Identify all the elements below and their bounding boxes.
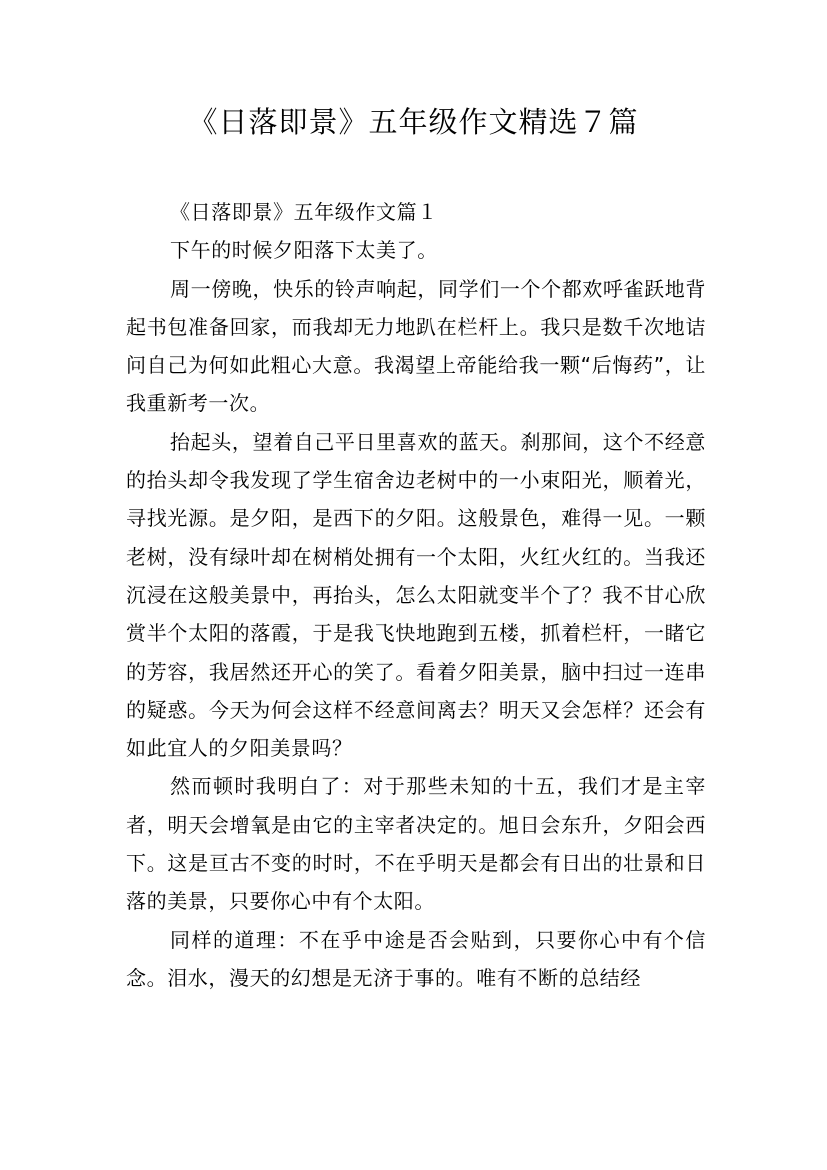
paragraph-3: 抬起头，望着自己平日里喜欢的蓝天。刹那间，这个不经意的抬头却令我发现了学生宿舍边老树中的一小束阳光，顺着光，寻找光源。是夕阳，是西下的夕阳。这般景色，难得一见。一颗老树，没有绿叶却在树梢处拥有一个太阳，火红火红的。当我还沉浸在这般美景中，再抬头，怎么太阳就变半个了？我不甘心欣赏半个太阳的落霞，于是我飞快地跑到五楼，抓着栏杆，一睹它的芳容，我居然还开心的笑了。看着夕阳美景，脑中扫过一连串的疑惑。今天为何会这样不经意间离去？明天又会怎样？还会有如此宜人的夕阳美景吗？ [126,429,706,761]
section-heading: 《日落即景》五年级作文篇１ [170,200,438,224]
document-title: 《日落即景》五年级作文精选７篇 [188,105,639,139]
paragraph-5: 同样的道理：不在乎中途是否会贴到，只要你心中有个信念。泪水，漫天的幻想是无济于事的。唯有不断的总结经 [126,927,706,990]
paragraph-4: 然而顿时我明白了：对于那些未知的十五，我们才是主宰者，明天会增氧是由它的主宰者决定的。旭日会东升，夕阳会西下。这是亘古不变的时时，不在乎明天是都会有日出的壮景和日落的美景，只要你心中有个太阳。 [126,774,706,914]
paragraph-1: 下午的时候夕阳落下太美了。 [170,238,438,263]
document-body [126,193,706,997]
paragraph-2: 周一傍晚，快乐的铃声响起，同学们一个个都欢呼雀跃地背起书包准备回家，而我却无力地趴在栏杆上。我只是数千次地诘问自己为何如此粗心大意。我渴望上帝能给我一颗“后悔药”，让我重新考一次。 [126,276,706,416]
